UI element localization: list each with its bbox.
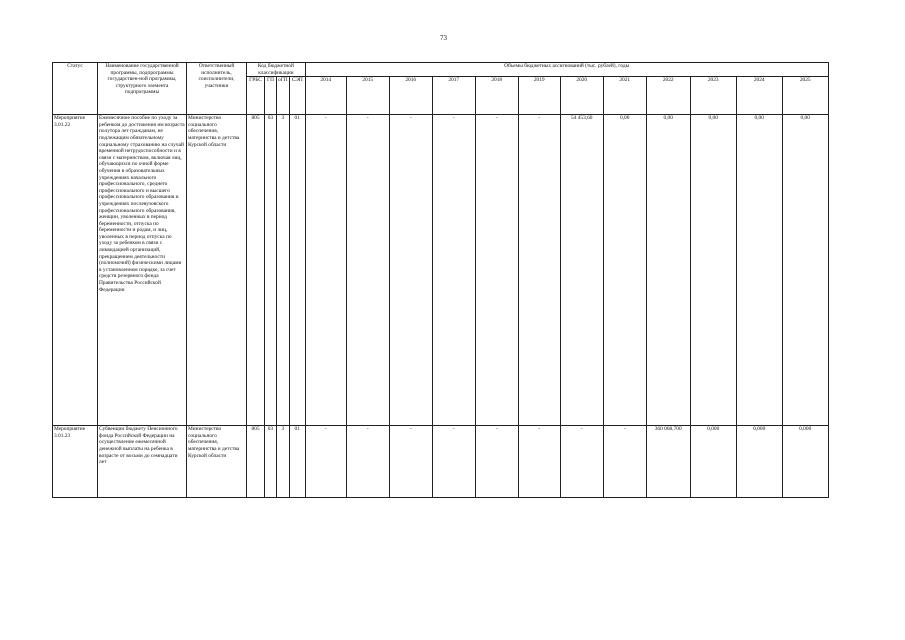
row-code-ogp: 3	[277, 426, 290, 498]
row-value: -	[603, 426, 646, 498]
row-value: -	[389, 426, 432, 498]
row-name: Субвенции бюджету Пенсионного фонда Российской Федерации на осуществление ежемесячной денежной выплаты на ребенка в возрасте от восьми до семнадцати лет	[98, 426, 187, 498]
row-value: -	[305, 115, 346, 426]
row-status: Мероприятие 3.01.22	[53, 115, 98, 426]
row-value: 0,00	[690, 115, 736, 426]
header-responsible: Ответственный исполнитель, соисполнители, участники	[187, 63, 247, 115]
header-code-gp: ГП	[265, 77, 277, 115]
budget-table	[52, 62, 829, 498]
row-value: -	[432, 426, 475, 498]
row-value: -	[346, 426, 389, 498]
row-value: -	[518, 426, 560, 498]
table-row	[53, 115, 829, 426]
row-value: -	[518, 115, 560, 426]
header-code-grbs: ГРБС	[247, 77, 265, 115]
row-responsible: Министерство социального обеспечения, материнства и детства Курской области	[187, 115, 247, 426]
row-value: 360 068,700	[646, 426, 690, 498]
row-responsible: Министерство социального обеспечения, материнства и детства Курской области	[187, 426, 247, 498]
row-code-ogp: 3	[277, 115, 290, 426]
header-year: 2025	[782, 77, 828, 115]
row-code-grbs: 805	[247, 115, 265, 426]
row-code-gp: 03	[265, 426, 277, 498]
header-status: Статус	[53, 63, 98, 115]
header-code-ogp: оГП	[277, 77, 290, 115]
row-value: 0,000	[782, 426, 828, 498]
row-code-sep: 01	[289, 115, 305, 426]
row-value: -	[432, 115, 475, 426]
header-year: 2024	[736, 77, 782, 115]
page-number: 73	[440, 34, 447, 42]
row-value: -	[475, 115, 518, 426]
header-year: 2021	[603, 77, 646, 115]
header-year: 2022	[646, 77, 690, 115]
row-value: -	[389, 115, 432, 426]
row-value: 0,00	[603, 115, 646, 426]
header-year: 2014	[305, 77, 346, 115]
row-value: -	[346, 115, 389, 426]
header-year: 2020	[560, 77, 603, 115]
row-value: 54 453,60	[560, 115, 603, 426]
header-year: 2018	[475, 77, 518, 115]
row-code-gp: 03	[265, 115, 277, 426]
header-volumes: Объемы бюджетных ассигнований (тыс. рублей), годы	[305, 63, 828, 77]
row-value: 0,00	[782, 115, 828, 426]
row-value: 0,00	[736, 115, 782, 426]
row-code-sep: 01	[289, 426, 305, 498]
row-value: -	[560, 426, 603, 498]
header-year: 2016	[389, 77, 432, 115]
header-year: 2023	[690, 77, 736, 115]
row-value: 0,000	[690, 426, 736, 498]
row-value: -	[305, 426, 346, 498]
header-budget-code: Код бюджетной классификации	[247, 63, 306, 77]
row-value: 0,000	[736, 426, 782, 498]
table-row	[53, 426, 829, 498]
row-code-grbs: 805	[247, 426, 265, 498]
header-year: 2015	[346, 77, 389, 115]
row-value: 0,00	[646, 115, 690, 426]
header-name: Наименование государственной программы, подпрограммы государствен-ной программы, структурного элемента подпрограммы	[98, 63, 187, 115]
header-year: 2017	[432, 77, 475, 115]
header-year: 2019	[518, 77, 560, 115]
row-name: Ежемесячное пособие по уходу за ребенком до достижения им возраста полутора лет гражданам, не подлежащим обязательному социальному страхованию на случай временной нетрудоспособности и в связи с материнством, включая лиц, обучающихся по очной форме обучения в образовательных учреждениях начального профессионального, среднего профессионального и высшего профессионального образования и учреждениях послевузовского профессионального образования, женщин, уволенных в период беременности, отпуска по беременности и родам, и лиц, уволенных в период отпуска по уходу за ребенком в связи с ликвидацией организаций, прекращением деятельности (полномочий) физическими лицами в установленном порядке, за счет средств резервного фонда Правительства Российской Федерации	[98, 115, 187, 426]
header-code-sep: СЭП	[289, 77, 305, 115]
row-status: Мероприятие 3.01.23	[53, 426, 98, 498]
row-value: -	[475, 426, 518, 498]
